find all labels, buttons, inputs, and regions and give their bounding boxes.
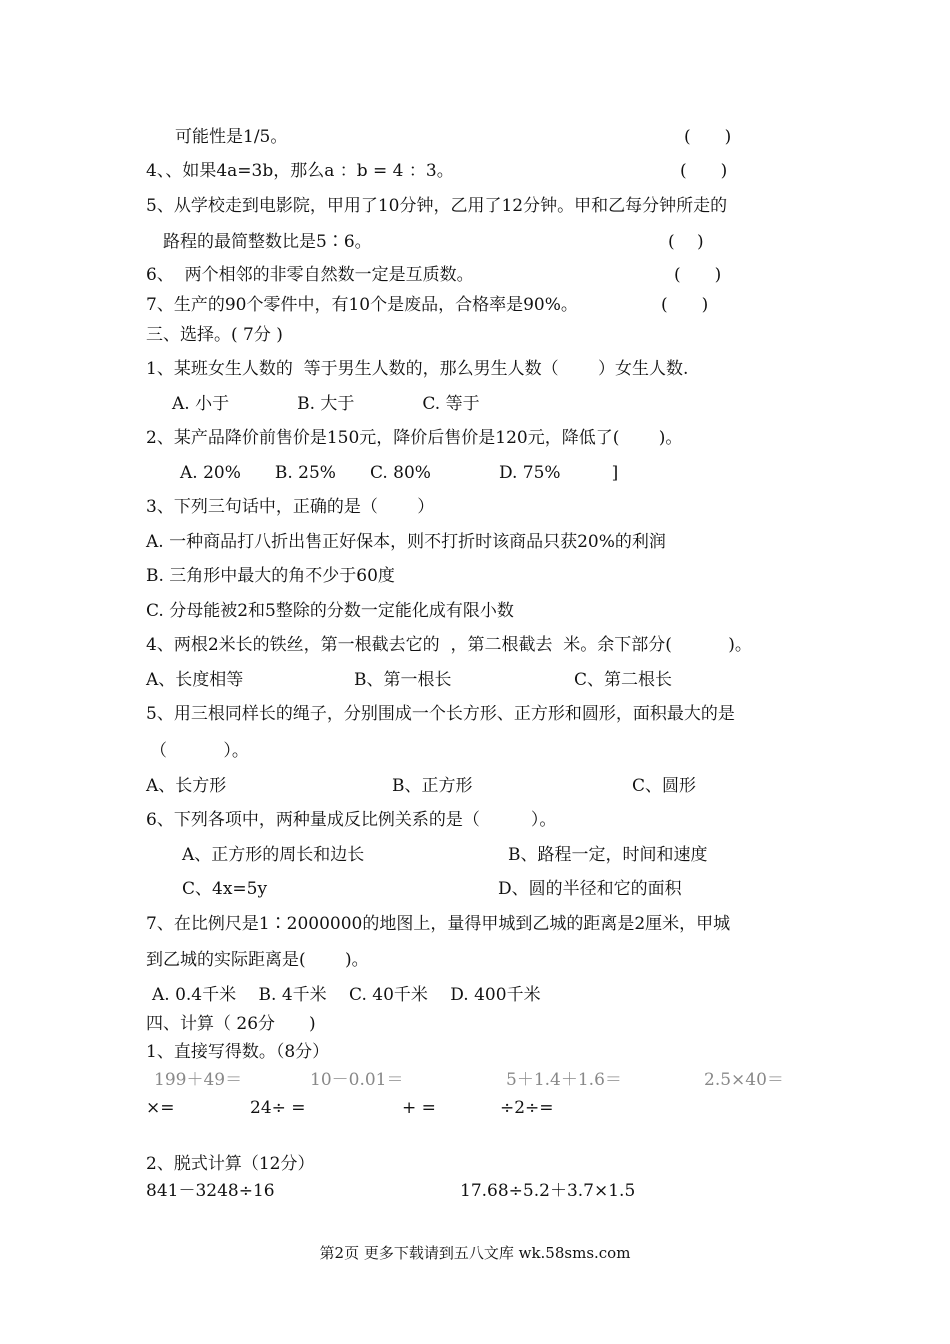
judgement-q3-continuation: 可能性是1/5。 bbox=[175, 127, 288, 147]
judgement-q5-line2: 路程的最简整数比是5∶6。 bbox=[163, 232, 372, 252]
calc-item-2d: ÷2÷= bbox=[500, 1098, 554, 1118]
choice-q3-option-b: B. 三角形中最大的角不少于60度 bbox=[146, 566, 395, 586]
choice-q6-option-c: C、4x=5y bbox=[182, 879, 268, 899]
choice-q7-line1: 7、在比例尺是1∶2000000的地图上，量得甲城到乙城的距离是2厘米，甲城 bbox=[146, 914, 731, 934]
choice-q7-options: A. 0.4千米 B. 4千米 C. 40千米 D. 400千米 bbox=[152, 985, 541, 1005]
judgement-q6-answer-blank: ( ) bbox=[674, 265, 722, 285]
judgement-q6: 6、 两个相邻的非零自然数一定是互质数。 bbox=[146, 265, 474, 285]
page-footer: 第2页 更多下载请到五八文库 wk.58sms.com bbox=[319, 1244, 631, 1262]
choice-q3-option-a: A. 一种商品打八折出售正好保本，则不打折时该商品只获20%的利润 bbox=[146, 532, 666, 552]
judgement-q5-line1: 5、从学校走到电影院，甲用了10分钟，乙用了12分钟。甲和乙每分钟所走的 bbox=[146, 196, 728, 216]
choice-q5-option-c: C、圆形 bbox=[632, 776, 697, 796]
choice-q5-option-b: B、正方形 bbox=[392, 776, 473, 796]
judgement-q5-answer-blank: ( ) bbox=[668, 232, 704, 252]
calc-subsection-1: 1、直接写得数。（8分） bbox=[146, 1042, 330, 1062]
choice-q2: 2、某产品降价前售价是150元，降价后售价是120元，降低了( )。 bbox=[146, 428, 683, 448]
judgement-q4-answer-blank: ( ) bbox=[680, 161, 728, 181]
judgement-q3-answer-blank: ( ) bbox=[684, 127, 732, 147]
judgement-q7: 7、生产的90个零件中，有10个是废品，合格率是90%。 bbox=[146, 295, 578, 315]
choice-q4-option-b: B、第一根长 bbox=[354, 670, 452, 690]
calc-item-1d: 2.5×40＝ bbox=[704, 1070, 784, 1090]
choice-q3: 3、下列三句话中，正确的是（ ） bbox=[146, 497, 435, 517]
choice-q4: 4、两根2米长的铁丝，第一根截去它的 ，第二根截去 米。余下部分( )。 bbox=[146, 635, 752, 655]
calc-subsection-2: 2、脱式计算（12分） bbox=[146, 1154, 315, 1174]
calc-item-1c: 5＋1.4＋1.6＝ bbox=[506, 1070, 622, 1090]
choice-section-heading: 三、选择。( 7分 ) bbox=[146, 325, 283, 345]
choice-q6-option-b: B、路程一定，时间和速度 bbox=[508, 845, 708, 865]
calc-item-1a: 199＋49＝ bbox=[154, 1070, 243, 1090]
choice-q6-option-a: A、正方形的周长和边长 bbox=[182, 845, 365, 865]
calc-item-1b: 10－0.01＝ bbox=[310, 1070, 404, 1090]
choice-q6-option-d: D、圆的半径和它的面积 bbox=[498, 879, 682, 899]
choice-q5-option-a: A、长方形 bbox=[146, 776, 227, 796]
calc-item-2b: 24÷ = bbox=[250, 1098, 306, 1118]
choice-q3-option-c: C. 分母能被2和5整除的分数一定能化成有限小数 bbox=[146, 601, 514, 621]
choice-q1: 1、某班女生人数的 等于男生人数的，那么男生人数（ ）女生人数. bbox=[146, 359, 689, 379]
choice-q4-option-c: C、第二根长 bbox=[574, 670, 673, 690]
choice-q7-line2: 到乙城的实际距离是( )。 bbox=[146, 950, 369, 970]
choice-q2-options: A. 20% B. 25% C. 80% D. 75% ] bbox=[180, 463, 619, 483]
calc-expression-1: 841－3248÷16 bbox=[146, 1181, 275, 1201]
choice-q6: 6、下列各项中，两种量成反比例关系的是（ ）。 bbox=[146, 810, 557, 830]
choice-q4-option-a: A、长度相等 bbox=[146, 670, 244, 690]
calc-section-heading: 四、计算（ 26分 ) bbox=[146, 1014, 316, 1034]
calc-expression-2: 17.68÷5.2＋3.7×1.5 bbox=[460, 1181, 636, 1201]
choice-q5-line2: （ ）。 bbox=[150, 741, 249, 761]
judgement-q7-answer-blank: ( ) bbox=[661, 295, 709, 315]
judgement-q4: 4、、如果4a=3b，那么a ：b = 4 ：3。 bbox=[146, 161, 454, 181]
calc-item-2a: ×= bbox=[146, 1098, 175, 1118]
choice-q1-options: A. 小于 B. 大于 C. 等于 bbox=[172, 394, 480, 414]
choice-q5-line1: 5、用三根同样长的绳子，分别围成一个长方形、正方形和圆形，面积最大的是 bbox=[146, 704, 735, 724]
calc-item-2c: + = bbox=[402, 1098, 436, 1118]
